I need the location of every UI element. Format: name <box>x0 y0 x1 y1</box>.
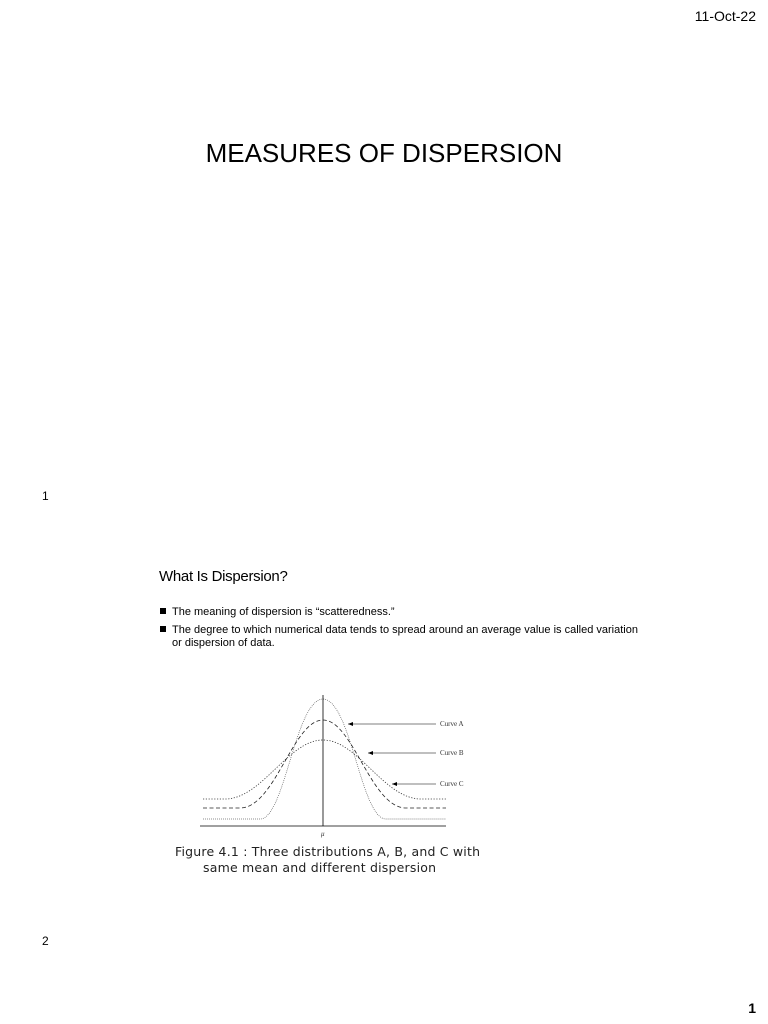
dispersion-figure <box>200 690 464 840</box>
arrowhead-b-icon <box>368 751 373 755</box>
arrowhead-c-icon <box>392 782 397 786</box>
page-number: 1 <box>748 1000 756 1016</box>
curve-a-label: Curve A <box>440 720 464 728</box>
square-bullet-icon <box>160 626 166 632</box>
bullet-text: The meaning of dispersion is “scatteredness.” <box>172 606 395 618</box>
bullet-text: The degree to which numerical data tends to spread around an average value is called variation or dispersion of data. <box>172 624 638 649</box>
date-label: 11-Oct-22 <box>694 8 756 24</box>
slide-1-title: MEASURES OF DISPERSION <box>205 138 563 168</box>
slide-2-number: 2 <box>42 934 49 948</box>
curve-a <box>203 699 446 819</box>
slide-1-number: 1 <box>42 489 49 503</box>
mean-symbol: μ <box>321 830 325 838</box>
figure-caption <box>175 844 480 876</box>
curve-b <box>203 720 446 808</box>
caption-line-1: Figure 4.1 : Three distributions A, B, and C with <box>175 844 481 859</box>
curve-c-label: Curve C <box>440 780 464 788</box>
bullet-item <box>159 624 639 650</box>
arrowhead-a-icon <box>348 722 353 726</box>
square-bullet-icon <box>160 608 166 614</box>
curve-c <box>203 740 446 799</box>
caption-line-2: same mean and different dispersion <box>203 860 437 875</box>
bullet-item <box>159 606 639 619</box>
curve-b-label: Curve B <box>440 749 464 757</box>
slide-2-title: What Is Dispersion? <box>159 568 288 585</box>
bullet-list <box>159 606 639 655</box>
